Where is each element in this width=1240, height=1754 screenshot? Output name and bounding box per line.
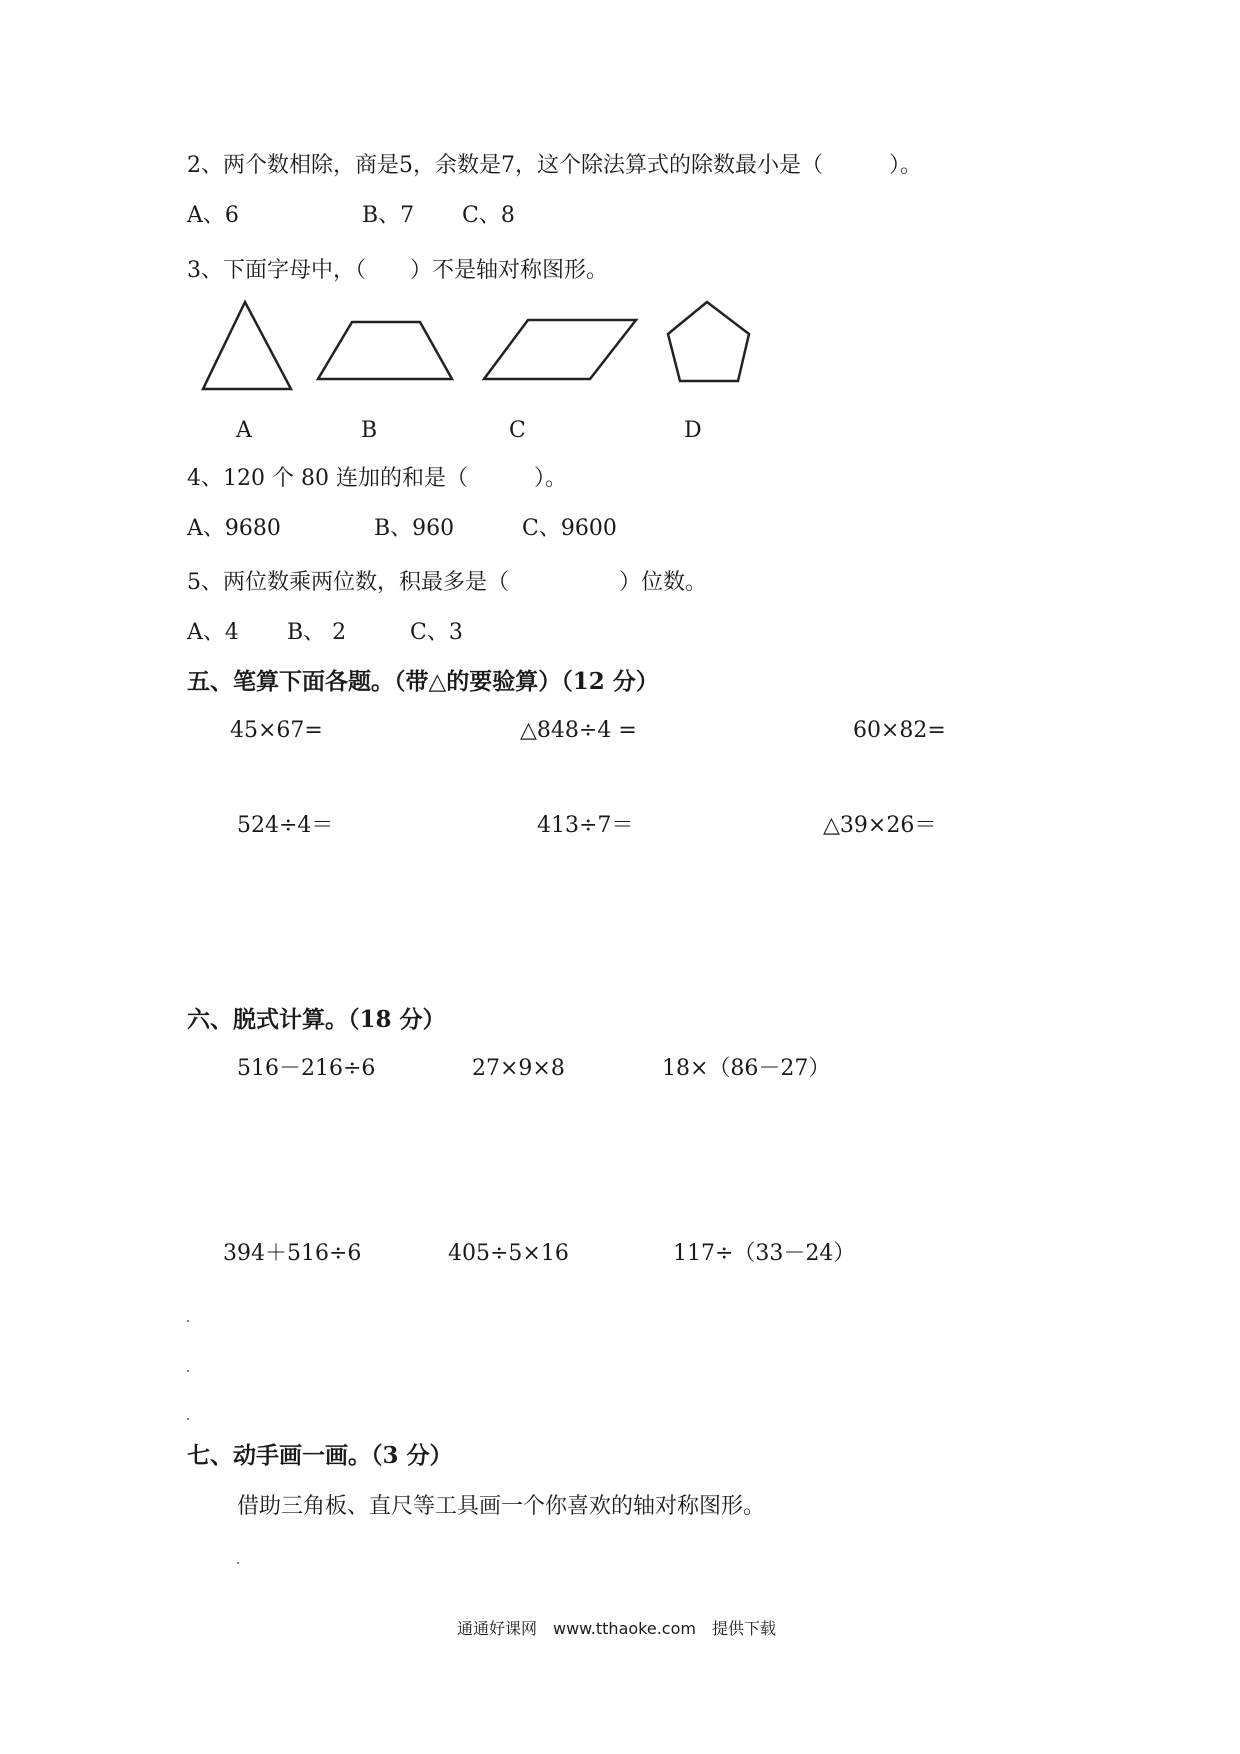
question-4-option-a: A、9680 [187, 516, 281, 541]
shape-label-d: D [684, 418, 702, 443]
scan-speck [187, 1370, 189, 1372]
question-5-option-b: B、 2 [287, 620, 347, 645]
trapezoid-shape [318, 322, 452, 379]
written-calc-2: △848÷4 = [520, 718, 637, 743]
question-2-option-b: B、7 [362, 203, 415, 228]
section-7-title: 七、动手画一画。（3 分） [187, 1442, 453, 1469]
question-4-option-b: B、960 [374, 516, 455, 541]
written-calc-1: 45×67= [230, 718, 323, 743]
written-calc-4: 524÷4＝ [237, 813, 334, 838]
section-5-title: 五、笔算下面各题。（带△的要验算）（12 分） [187, 668, 659, 695]
footer-credit: 通通好课网 www.tthaoke.com 提供下载 [457, 1619, 776, 1638]
written-calc-6: △39×26＝ [823, 813, 937, 838]
question-4-text: 4、120 个 80 连加的和是（ ）。 [187, 466, 567, 491]
shape-label-c: C [509, 418, 526, 443]
scan-speck [187, 1418, 189, 1420]
question-2-option-c: C、8 [462, 203, 515, 228]
step-calc-5: 405÷5×16 [448, 1241, 569, 1266]
question-5-option-a: A、4 [187, 620, 239, 645]
question-4-option-c: C、9600 [522, 516, 617, 541]
question-2-option-a: A、6 [187, 203, 239, 228]
step-calc-3: 18×（86－27） [662, 1056, 831, 1081]
question-3-text: 3、下面字母中，（ ）不是轴对称图形。 [187, 258, 608, 283]
step-calc-1: 516－216÷6 [237, 1056, 376, 1081]
question-5-option-c: C、3 [410, 620, 463, 645]
pentagon-shape [668, 302, 749, 381]
step-calc-2: 27×9×8 [472, 1056, 565, 1081]
question-2-text: 2、两个数相除，商是5，余数是7，这个除法算式的除数最小是（ ）。 [187, 153, 922, 178]
step-calc-6: 117÷（33－24） [673, 1241, 856, 1266]
shape-label-a: A [236, 418, 252, 443]
question-5-text: 5、两位数乘两位数，积最多是（ ）位数。 [187, 570, 707, 595]
step-calc-4: 394＋516÷6 [223, 1241, 362, 1266]
scan-speck [237, 1562, 239, 1564]
scan-speck [187, 1320, 189, 1322]
section-7-instruction: 借助三角板、直尺等工具画一个你喜欢的轴对称图形。 [237, 1494, 766, 1519]
triangle-shape [203, 302, 291, 389]
written-calc-5: 413÷7＝ [537, 813, 634, 838]
written-calc-3: 60×82= [853, 718, 946, 743]
section-6-title: 六、脱式计算。（18 分） [187, 1006, 446, 1033]
parallelogram-shape [484, 320, 636, 379]
shape-label-b: B [361, 418, 378, 443]
